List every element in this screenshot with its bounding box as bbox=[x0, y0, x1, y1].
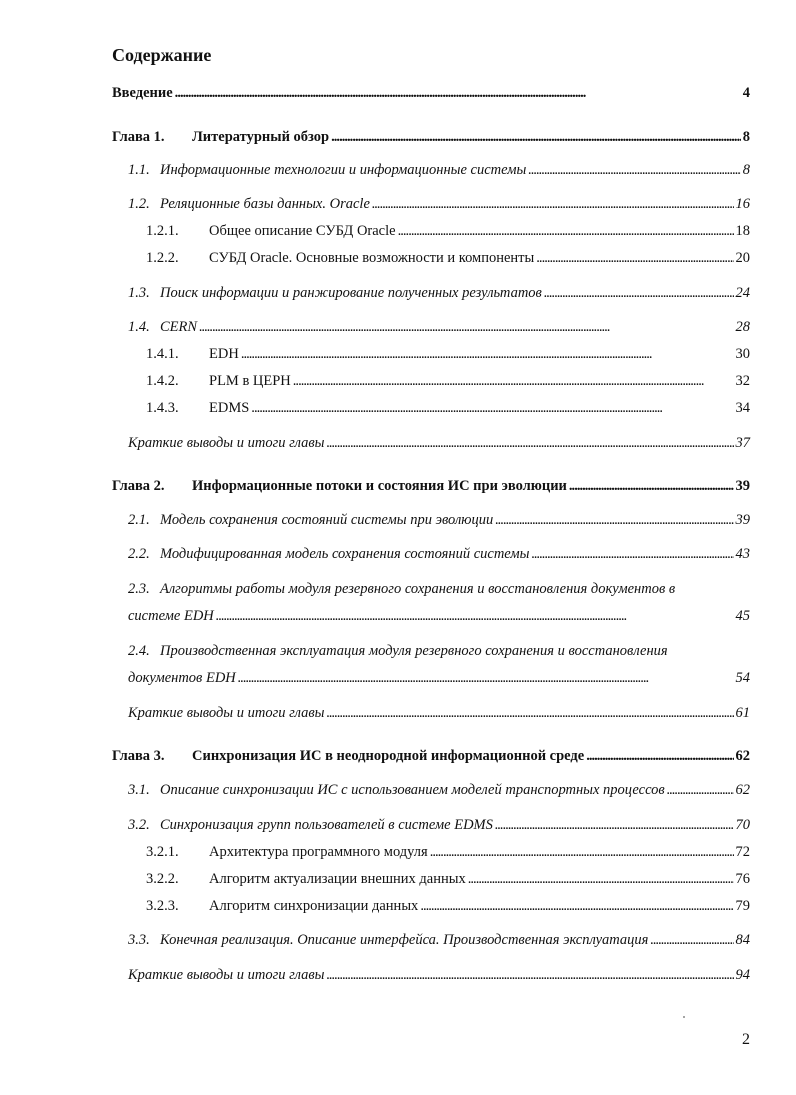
toc-number: 2.3. bbox=[128, 581, 150, 597]
toc-leader bbox=[216, 607, 734, 625]
toc-entry-chapter-2[interactable] bbox=[112, 477, 750, 495]
toc-label: Алгоритм синхронизации данных bbox=[209, 898, 419, 914]
toc-label: Реляционные базы данных. Oracle bbox=[160, 196, 370, 212]
toc-page: 94 bbox=[735, 967, 750, 983]
toc-page: 37 bbox=[735, 435, 750, 451]
toc-label: Краткие выводы и итоги главы bbox=[128, 967, 325, 983]
toc-number: 3.2.3. bbox=[146, 898, 179, 914]
toc-entry-3-3[interactable] bbox=[128, 931, 750, 949]
toc-entry-1-4[interactable] bbox=[128, 318, 750, 336]
toc-entry-2-1[interactable] bbox=[128, 511, 750, 529]
toc-leader bbox=[420, 897, 733, 915]
toc-leader bbox=[544, 284, 734, 302]
toc-entry-2-2[interactable] bbox=[128, 545, 750, 563]
toc-entry-3-1[interactable] bbox=[128, 781, 750, 799]
toc-page: 39 bbox=[735, 512, 750, 528]
toc-page: 24 bbox=[735, 285, 750, 301]
toc-label: EDH bbox=[209, 346, 239, 362]
toc-leader bbox=[331, 128, 741, 146]
toc-leader bbox=[667, 781, 734, 799]
toc-leader bbox=[326, 434, 733, 452]
toc-label-line2: документов EDH bbox=[128, 670, 236, 686]
toc-label: Конечная реализация. Описание интерфейса. Производственная эксплуатация bbox=[160, 932, 649, 948]
toc-label: Модифицированная модель сохранения состояний системы bbox=[160, 546, 530, 562]
toc-number: 3.2. bbox=[128, 817, 150, 833]
toc-entry-1-4-1[interactable] bbox=[146, 345, 750, 363]
toc-label-line1: Производственная эксплуатация модуля резервного сохранения и восстановления bbox=[160, 643, 668, 659]
toc-label: Описание синхронизации ИС с использованием моделей транспортных процессов bbox=[160, 782, 665, 798]
toc-label: Поиск информации и ранжирование полученных результатов bbox=[160, 285, 542, 301]
toc-leader bbox=[398, 222, 734, 240]
toc-page: 34 bbox=[735, 400, 750, 416]
toc-number: 1.4. bbox=[128, 319, 150, 335]
toc-entry-chapter-1[interactable] bbox=[112, 128, 750, 146]
toc-page: 20 bbox=[735, 250, 750, 266]
toc-label: Синхронизация ИС в неоднородной информационной среде bbox=[192, 748, 585, 764]
toc-leader bbox=[238, 669, 734, 687]
toc-page: 18 bbox=[735, 223, 750, 239]
toc-number: Глава 1. bbox=[112, 129, 165, 145]
toc-entry-summary-3[interactable] bbox=[128, 966, 750, 984]
toc-number: Глава 3. bbox=[112, 748, 165, 764]
toc-label: Информационные технологии и информационные системы bbox=[160, 162, 527, 178]
toc-leader bbox=[241, 345, 734, 363]
toc-page: 16 bbox=[735, 196, 750, 212]
toc-page: 62 bbox=[735, 782, 750, 798]
toc-label-line2: системе EDH bbox=[128, 608, 214, 624]
toc-page: 43 bbox=[735, 546, 750, 562]
page-title: Содержание bbox=[112, 45, 212, 65]
toc-label: Введение bbox=[112, 85, 173, 101]
toc-leader bbox=[586, 747, 733, 765]
toc-leader bbox=[495, 816, 734, 834]
toc-page: 79 bbox=[735, 898, 750, 914]
toc-number: 2.1. bbox=[128, 512, 150, 528]
toc-label: Литературный обзор bbox=[192, 129, 330, 145]
toc-entry-1-2[interactable] bbox=[128, 195, 750, 213]
toc-leader bbox=[251, 399, 733, 417]
toc-label: Синхронизация групп пользователей в системе EDMS bbox=[160, 817, 493, 833]
toc-page: 76 bbox=[735, 871, 750, 887]
toc-number: 3.2.1. bbox=[146, 844, 179, 860]
toc-leader bbox=[326, 966, 733, 984]
toc-label: Краткие выводы и итоги главы bbox=[128, 705, 325, 721]
toc-leader bbox=[536, 249, 733, 267]
toc-entry-1-3[interactable] bbox=[128, 284, 750, 302]
toc-label: СУБД Oracle. Основные возможности и компоненты bbox=[209, 250, 535, 266]
toc-label: EDMS bbox=[209, 400, 250, 416]
toc-page: 8 bbox=[742, 162, 750, 178]
toc-label: Общее описание СУБД Oracle bbox=[209, 223, 396, 239]
toc-label: PLM в ЦЕРН bbox=[209, 373, 291, 389]
toc-entry-summary-2[interactable] bbox=[128, 704, 750, 722]
toc-leader bbox=[531, 545, 733, 563]
toc-label: Краткие выводы и итоги главы bbox=[128, 435, 325, 451]
toc-number: 1.4.3. bbox=[146, 400, 179, 416]
toc-number: 2.2. bbox=[128, 546, 150, 562]
toc-number: 1.2.2. bbox=[146, 250, 179, 266]
toc-page: 28 bbox=[735, 319, 750, 335]
toc-label: Информационные потоки и состояния ИС при эволюции bbox=[192, 478, 567, 494]
toc-entry-1-2-1[interactable] bbox=[146, 222, 750, 240]
toc-leader bbox=[650, 931, 733, 949]
toc-number: 1.4.2. bbox=[146, 373, 179, 389]
page-number: 2 bbox=[742, 1031, 750, 1048]
toc-leader bbox=[175, 84, 741, 102]
toc-number: 1.3. bbox=[128, 285, 150, 301]
toc-page: 32 bbox=[735, 373, 750, 389]
toc-entry-1-2-2[interactable] bbox=[146, 249, 750, 267]
toc-label: Архитектура программного модуля bbox=[209, 844, 428, 860]
toc-entry-1-4-2[interactable] bbox=[146, 372, 750, 390]
toc-label: Модель сохранения состояний системы при эволюции bbox=[160, 512, 494, 528]
toc-number: 1.4.1. bbox=[146, 346, 179, 362]
toc-leader bbox=[495, 511, 733, 529]
toc-page: 70 bbox=[735, 817, 750, 833]
toc-page: 62 bbox=[735, 748, 750, 764]
toc-label: Алгоритм актуализации внешних данных bbox=[209, 871, 466, 887]
toc-entry-1-1[interactable] bbox=[128, 161, 750, 179]
toc-page: 39 bbox=[735, 478, 750, 494]
toc-page: 45 bbox=[735, 608, 750, 624]
toc-number: 3.2.2. bbox=[146, 871, 179, 887]
toc-leader bbox=[199, 318, 733, 336]
toc-number: 1.2.1. bbox=[146, 223, 179, 239]
scan-speck bbox=[683, 1016, 685, 1018]
toc-page: 30 bbox=[735, 346, 750, 362]
toc-number: Глава 2. bbox=[112, 478, 165, 494]
toc-page: 54 bbox=[735, 670, 750, 686]
toc-entry-3-2-2[interactable] bbox=[146, 870, 750, 888]
toc-leader bbox=[468, 870, 734, 888]
toc-page: 61 bbox=[735, 705, 750, 721]
toc-entry-3-2[interactable] bbox=[128, 816, 750, 834]
toc-page: 4 bbox=[742, 85, 750, 101]
toc-number: 1.1. bbox=[128, 162, 150, 178]
toc-entry-chapter-3[interactable] bbox=[112, 747, 750, 765]
toc-page: 72 bbox=[735, 844, 750, 860]
toc-page: 8 bbox=[742, 129, 750, 145]
toc-label-line1: Алгоритмы работы модуля резервного сохранения и восстановления документов в bbox=[160, 581, 676, 597]
toc-leader bbox=[430, 843, 734, 861]
toc-page: 84 bbox=[735, 932, 750, 948]
toc-number: 2.4. bbox=[128, 643, 150, 659]
toc-label: CERN bbox=[160, 319, 198, 335]
toc-leader bbox=[293, 372, 734, 390]
toc-number: 3.3. bbox=[128, 932, 150, 948]
toc-leader bbox=[326, 704, 733, 722]
toc-leader bbox=[528, 161, 740, 179]
toc-leader bbox=[569, 477, 734, 495]
toc-leader bbox=[372, 195, 734, 213]
toc-number: 1.2. bbox=[128, 196, 150, 212]
toc-entry-1-4-3[interactable] bbox=[146, 399, 750, 417]
toc-entry-intro[interactable] bbox=[112, 84, 750, 102]
toc-entry-summary-1[interactable] bbox=[128, 434, 750, 452]
toc-entry-3-2-3[interactable] bbox=[146, 897, 750, 915]
toc-number: 3.1. bbox=[128, 782, 150, 798]
toc-entry-3-2-1[interactable] bbox=[146, 843, 750, 861]
